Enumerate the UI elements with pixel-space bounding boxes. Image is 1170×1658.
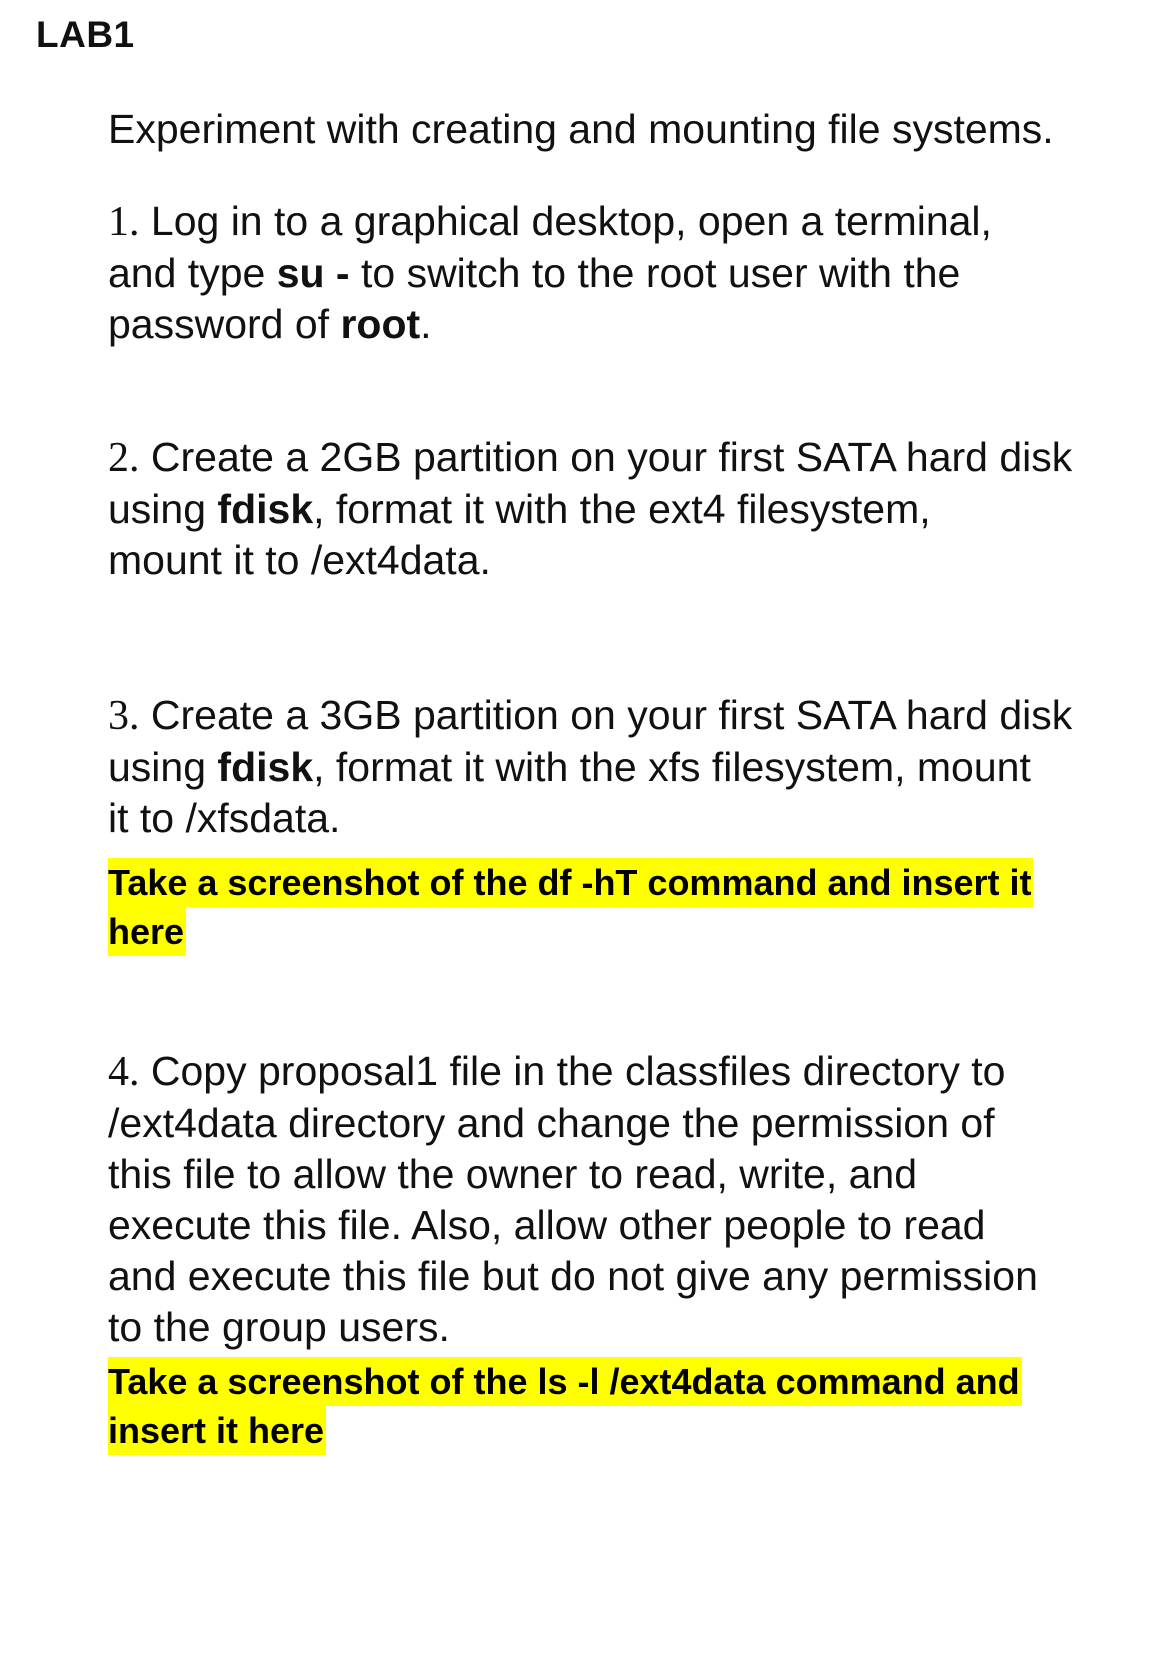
step-3: [108, 690, 1158, 844]
step-4-line-3: this file to allow the owner to read, write, and: [108, 1151, 918, 1197]
highlight-2-line-1: Take a screenshot of the ls -l /ext4data command and: [108, 1357, 1022, 1406]
intro-text: [108, 104, 1158, 155]
step-1-text-1: Log in to a graphical desktop, open a terminal,: [139, 198, 992, 244]
screenshot-instruction-2: [108, 1357, 1022, 1455]
step-1: [108, 196, 1158, 350]
step-4-line-6: to the group users.: [108, 1304, 450, 1350]
step-3-text-2a: using: [108, 744, 218, 790]
step-2-text-1: Create a 2GB partition on your first SATA hard disk: [139, 434, 1073, 480]
step-4-line-1: [108, 1046, 1158, 1098]
step-1-command-su: su -: [276, 250, 350, 296]
step-2-command-fdisk: fdisk: [217, 486, 314, 532]
step-3-command-fdisk: fdisk: [217, 744, 314, 790]
intro-line: Experiment with creating and mounting file systems.: [108, 106, 1054, 152]
step-3-text-1: Create a 3GB partition on your first SATA hard disk: [139, 692, 1073, 738]
step-1-text-2a: and type: [108, 250, 277, 296]
step-1-password-root: root: [340, 301, 421, 347]
step-4-number: 4.: [108, 1049, 140, 1095]
step-2: [108, 432, 1158, 586]
step-2-line-3: mount it to /ext4data.: [108, 537, 491, 583]
step-2-line-1: [108, 432, 1158, 484]
step-1-line-3: [108, 299, 1158, 350]
step-1-text-2c: to switch to the root user with the: [349, 250, 961, 296]
step-2-number: 2.: [108, 435, 140, 481]
step-4-line-2: /ext4data directory and change the permission of: [108, 1100, 995, 1146]
step-2-text-2c: , format it with the ext4 filesystem,: [313, 486, 931, 532]
document-title: LAB1: [36, 14, 135, 55]
step-4-line-4: execute this file. Also, allow other people to read: [108, 1202, 986, 1248]
step-4-text-1: Copy proposal1 file in the classfiles directory to: [139, 1048, 1006, 1094]
step-4-line-5: and execute this file but do not give any permission: [108, 1253, 1038, 1299]
step-2-line-2: [108, 484, 1158, 535]
highlight-2-line-2: insert it here: [108, 1406, 326, 1455]
step-1-number: 1.: [108, 199, 140, 245]
step-3-line-2: [108, 742, 1158, 793]
step-1-line-1: [108, 196, 1158, 248]
step-2-text-2a: using: [108, 486, 218, 532]
screenshot-instruction-1: [108, 858, 1033, 956]
step-3-number: 3.: [108, 693, 140, 739]
step-3-line-1: [108, 690, 1158, 742]
step-4: [108, 1046, 1158, 1353]
step-1-text-3c: .: [420, 301, 432, 347]
step-3-line-3: it to /xfsdata.: [108, 795, 341, 841]
highlight-1-line-2: here: [108, 907, 186, 956]
step-1-line-2: [108, 248, 1158, 299]
step-3-text-2c: , format it with the xfs filesystem, mount: [313, 744, 1031, 790]
step-1-text-3a: password of: [108, 301, 341, 347]
highlight-1-line-1: Take a screenshot of the df -hT command and insert it: [108, 858, 1033, 907]
